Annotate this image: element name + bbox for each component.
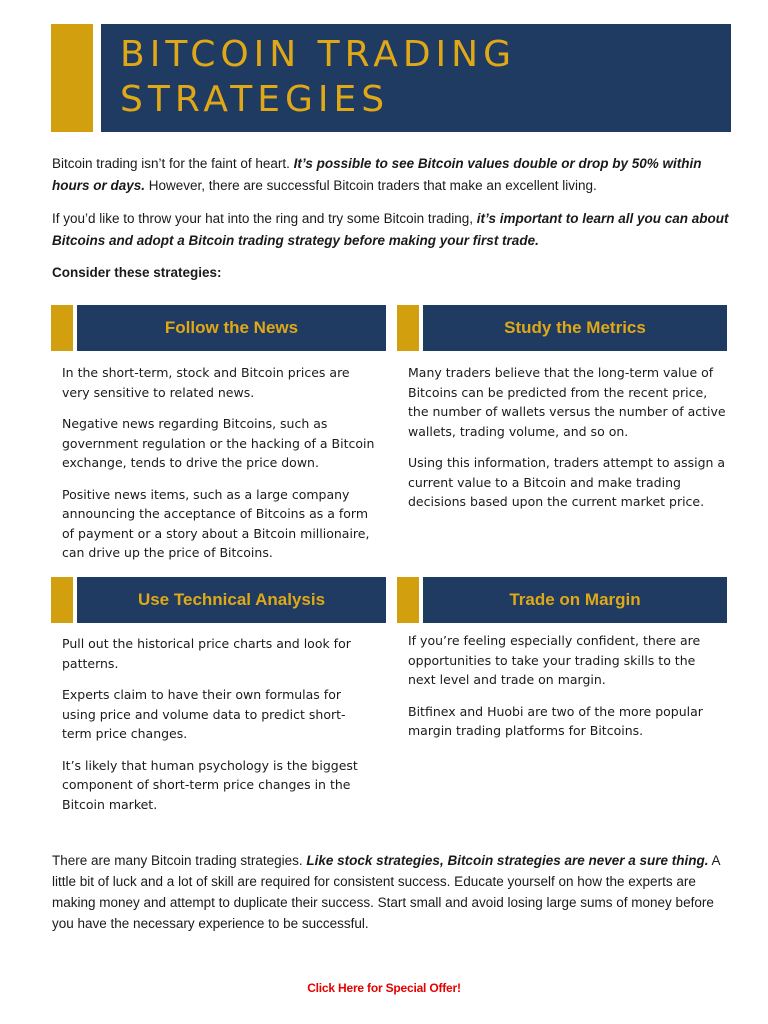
closing-emphasis: Like stock strategies, Bitcoin strategies are never a sure thing. — [306, 853, 709, 868]
section-body-follow-news — [62, 363, 380, 575]
section-paragraph: Negative news regarding Bitcoins, such as government regulation or the hacking of a Bitcoin exchange, tends to drive the price down. — [62, 416, 375, 470]
section-paragraph: Experts claim to have their own formulas for using price and volume data to predict short-term price changes. — [62, 687, 346, 741]
section-paragraph: Pull out the historical price charts and look for patterns. — [62, 636, 351, 671]
closing-paragraph — [52, 850, 732, 934]
section-body-trade-margin — [408, 631, 718, 753]
title-banner — [51, 24, 731, 132]
page-title — [120, 32, 720, 122]
section-paragraph: Positive news items, such as a large company announcing the acceptance of Bitcoins as a form of payment or a story about a Bitcoin millionaire, can drive up the price of Bitcoins. — [62, 486, 370, 560]
banner-gap — [93, 24, 101, 132]
section-body-technical-analysis — [62, 634, 362, 826]
consider-heading: Consider these strategies: — [52, 265, 222, 280]
section-paragraph: In the short-term, stock and Bitcoin prices are very sensitive to related news. — [62, 365, 350, 400]
section-gold-bar — [397, 305, 419, 351]
page-title-line2: STRATEGIES — [120, 79, 390, 120]
intro-p1-tail: However, there are successful Bitcoin traders that make an excellent living. — [145, 178, 597, 193]
section-gold-bar — [51, 577, 73, 623]
intro-p2-text: If you’d like to throw your hat into the ring and try some Bitcoin trading, — [52, 211, 477, 226]
section-heading: Use Technical Analysis — [137, 590, 326, 609]
section-heading: Trade on Margin — [509, 590, 641, 609]
special-offer-link[interactable]: Click Here for Special Offer! — [307, 981, 461, 995]
section-paragraph: Using this information, traders attempt to assign a current value to a Bitcoin and make trading decisions based upon the current market price. — [408, 455, 726, 509]
banner-gold-bar — [51, 24, 93, 132]
section-header-follow-news — [51, 305, 386, 351]
section-heading: Study the Metrics — [504, 318, 646, 337]
section-header-technical-analysis — [51, 577, 386, 623]
closing-text-1: There are many Bitcoin trading strategies. — [52, 853, 307, 868]
section-header-trade-margin — [397, 577, 727, 623]
section-paragraph: If you’re feeling especially confident, there are opportunities to take your trading skills to the next level and trade on margin. — [408, 633, 701, 687]
intro-p1-emphasis: It’s possible to see Bitcoin values double or drop by 50% within hours or days. — [52, 156, 702, 193]
section-paragraph: Bitfinex and Huobi are two of the more popular margin trading platforms for Bitcoins. — [408, 703, 703, 738]
section-body-study-metrics — [408, 363, 726, 524]
intro-paragraph-2 — [52, 208, 732, 252]
page-title-line1: BITCOIN TRADING — [120, 34, 516, 75]
section-paragraph: It’s likely that human psychology is the biggest component of short-term price changes in the Bitcoin market. — [62, 757, 358, 812]
section-gold-bar — [397, 577, 419, 623]
section-header-study-metrics — [397, 305, 727, 351]
section-gold-bar — [51, 305, 73, 351]
intro-paragraph-1 — [52, 153, 732, 197]
section-paragraph: Many traders believe that the long-term value of Bitcoins can be predicted from the recent price, the number of wallets versus the number of active wallets, trading volume, and so on. — [408, 365, 726, 439]
closing-text-2: A little bit of luck and a lot of skill are required for consistent success. Educate yourself on how the experts are making money and attempt to duplicate their success. Start small and avoid losing large sums of money before you have the necessary experience to be successful. — [52, 853, 720, 931]
intro-p2-emphasis: it’s important to learn all you can about Bitcoins and adopt a Bitcoin trading strategy before making your first trade. — [52, 211, 729, 248]
section-heading: Follow the News — [164, 318, 299, 337]
intro-p1-text: Bitcoin trading isn’t for the faint of heart. — [52, 156, 294, 171]
